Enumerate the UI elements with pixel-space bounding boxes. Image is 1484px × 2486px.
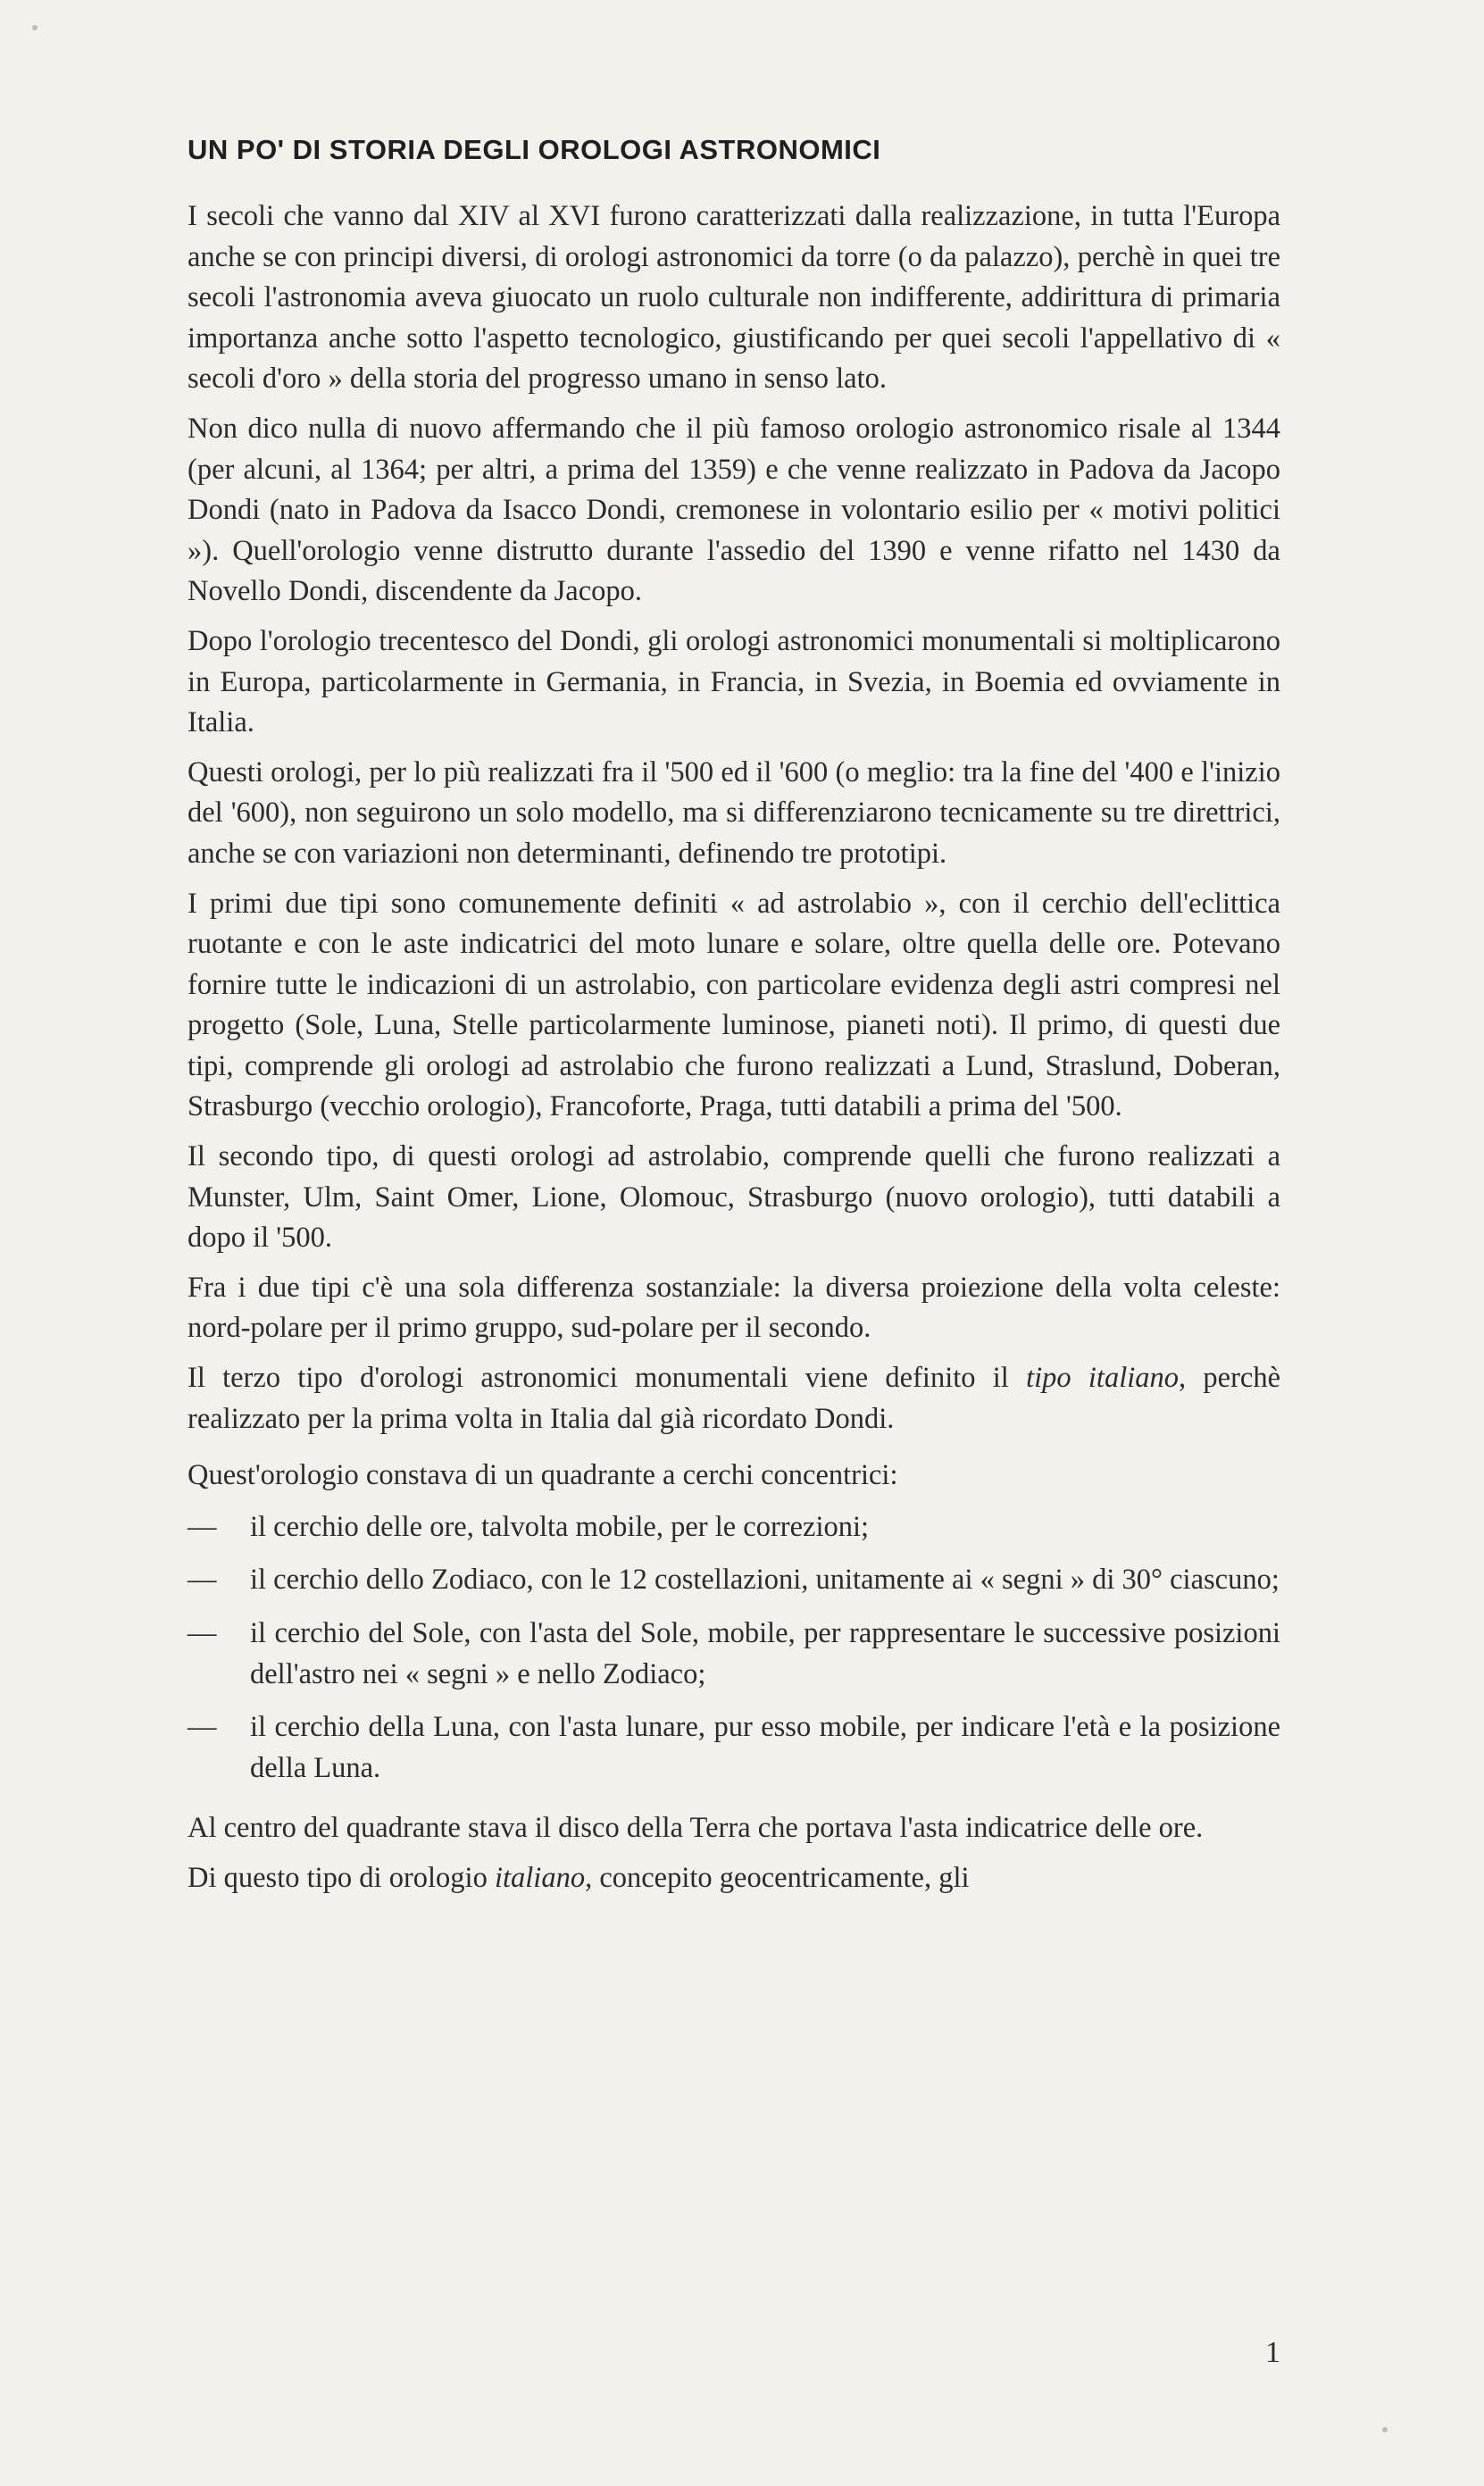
italic-term: tipo italiano [1026,1362,1180,1395]
list-item-text: il cerchio del Sole, con l'asta del Sole, mobile, per rappresentare le successive posizioni dell'astro nei « segni » e nello Zodiaco; [250,1617,1280,1690]
list-item-text: il cerchio delle ore, talvolta mobile, per le correzioni; [250,1510,870,1543]
dash-bullet: — [188,1564,217,1597]
text-run: concepito geocentricamente, gli [592,1861,970,1894]
text-run: Il terzo tipo d'orologi astronomici monumentali viene definito il [188,1362,1027,1395]
paper-speck [1382,2427,1388,2432]
list-intro: Quest'orologio constava di un quadrante a cerchi concentrici: [188,1459,898,1492]
list-item [188,1707,1280,1789]
paragraph-terzo-tipo [188,1358,1280,1439]
paragraph-4: Questi orologi, per lo più realizzati fra il '500 ed il '600 (o meglio: tra la fine del '400 e l'inizio del '600), non seguirono un solo modello, ma si differenziarono tecnicamente su tre direttrici, anche se con variazioni non determinanti, definendo tre prototipi. [188,755,1280,870]
quadrant-circles-list [188,1507,1280,1789]
list-item [188,1560,1280,1601]
list-item-text: il cerchio dello Zodiaco, con le 12 costellazioni, unitamente ai « segni » di 30° ciascuno; [250,1564,1280,1597]
page-title: UN PO' DI STORIA DEGLI OROLOGI ASTRONOMICI [188,134,881,165]
text-run: , perchè realizzato per la prima volta in Italia dal già ricordato Dondi. [188,1362,1280,1435]
paragraph-6: Il secondo tipo, di questi orologi ad astrolabio, comprende quelli che furono realizzati a Munster, Ulm, Saint Omer, Lione, Olomouc, Strasburgo (nuovo orologio), tutti databili a dopo il '500. [188,1140,1280,1255]
paragraph-after-list: Al centro del quadrante stava il disco della Terra che portava l'asta indicatrice delle ore. [188,1812,1204,1845]
paragraph-last [188,1858,1280,1899]
paragraph-5: I primi due tipi sono comunemente definiti « ad astrolabio », con il cerchio dell'eclittica ruotante e con le aste indicatrici del moto lunare e solare, oltre quella delle ore. Potevano fornire tutte le indicazioni di un astrolabio, con particolare evidenza degli astri compresi nel progetto (Sole, Luna, Stelle particolarmente luminose, pianeti noti). Il primo, di questi due tipi, comprende gli orologi ad astrolabio che furono realizzati a Lund, Straslund, Doberan, Strasburgo (vecchio orologio), Francoforte, Praga, tutti databili a prima del '500. [188,887,1280,1123]
paragraph-1: I secoli che vanno dal XIV al XVI furono caratterizzati dalla realizzazione, in tutta l'Europa anche se con principi diversi, di orologi astronomici da torre (o da palazzo), perchè in quei tre secoli l'astronomia aveva giuocato un ruolo culturale non indifferente, addirittura di primaria importanza anche sotto l'aspetto tecnologico, giustificando per quei secoli l'appellativo di « secoli d'oro » della storia del progresso umano in senso lato. [188,200,1280,396]
paper-speck [32,25,38,30]
paragraph-7: Fra i due tipi c'è una sola differenza sostanziale: la diversa proiezione della volta celeste: nord-polare per il primo gruppo, sud-polare per il secondo. [188,1271,1280,1345]
list-item [188,1507,1280,1548]
paragraph-2: Non dico nulla di nuovo affermando che il più famoso orologio astronomico risale al 1344 (per alcuni, al 1364; per altri, a prima del 1359) e che venne realizzato in Padova da Jacopo Dondi (nato in Padova da Isacco Dondi, cremonese in volontario esilio per « motivi politici »). Quell'orologio venne distrutto durante l'assedio del 1390 e venne rifatto nel 1430 da Novello Dondi, discendente da Jacopo. [188,412,1280,608]
paragraph-3: Dopo l'orologio trecentesco del Dondi, gli orologi astronomici monumentali si moltiplicarono in Europa, particolarmente in Germania, in Francia, in Svezia, in Boemia ed ovviamente in Italia. [188,624,1280,739]
list-item [188,1614,1280,1695]
dash-bullet: — [188,1510,217,1543]
list-item-text: il cerchio della Luna, con l'asta lunare, pur esso mobile, per indicare l'età e la posizione della Luna. [250,1711,1280,1784]
dash-bullet: — [188,1617,217,1649]
dash-bullet: — [188,1711,217,1744]
italic-term: italiano, [494,1861,593,1894]
text-run: Di questo tipo di orologio [188,1861,495,1894]
page-number: 1 [1265,2336,1280,2369]
